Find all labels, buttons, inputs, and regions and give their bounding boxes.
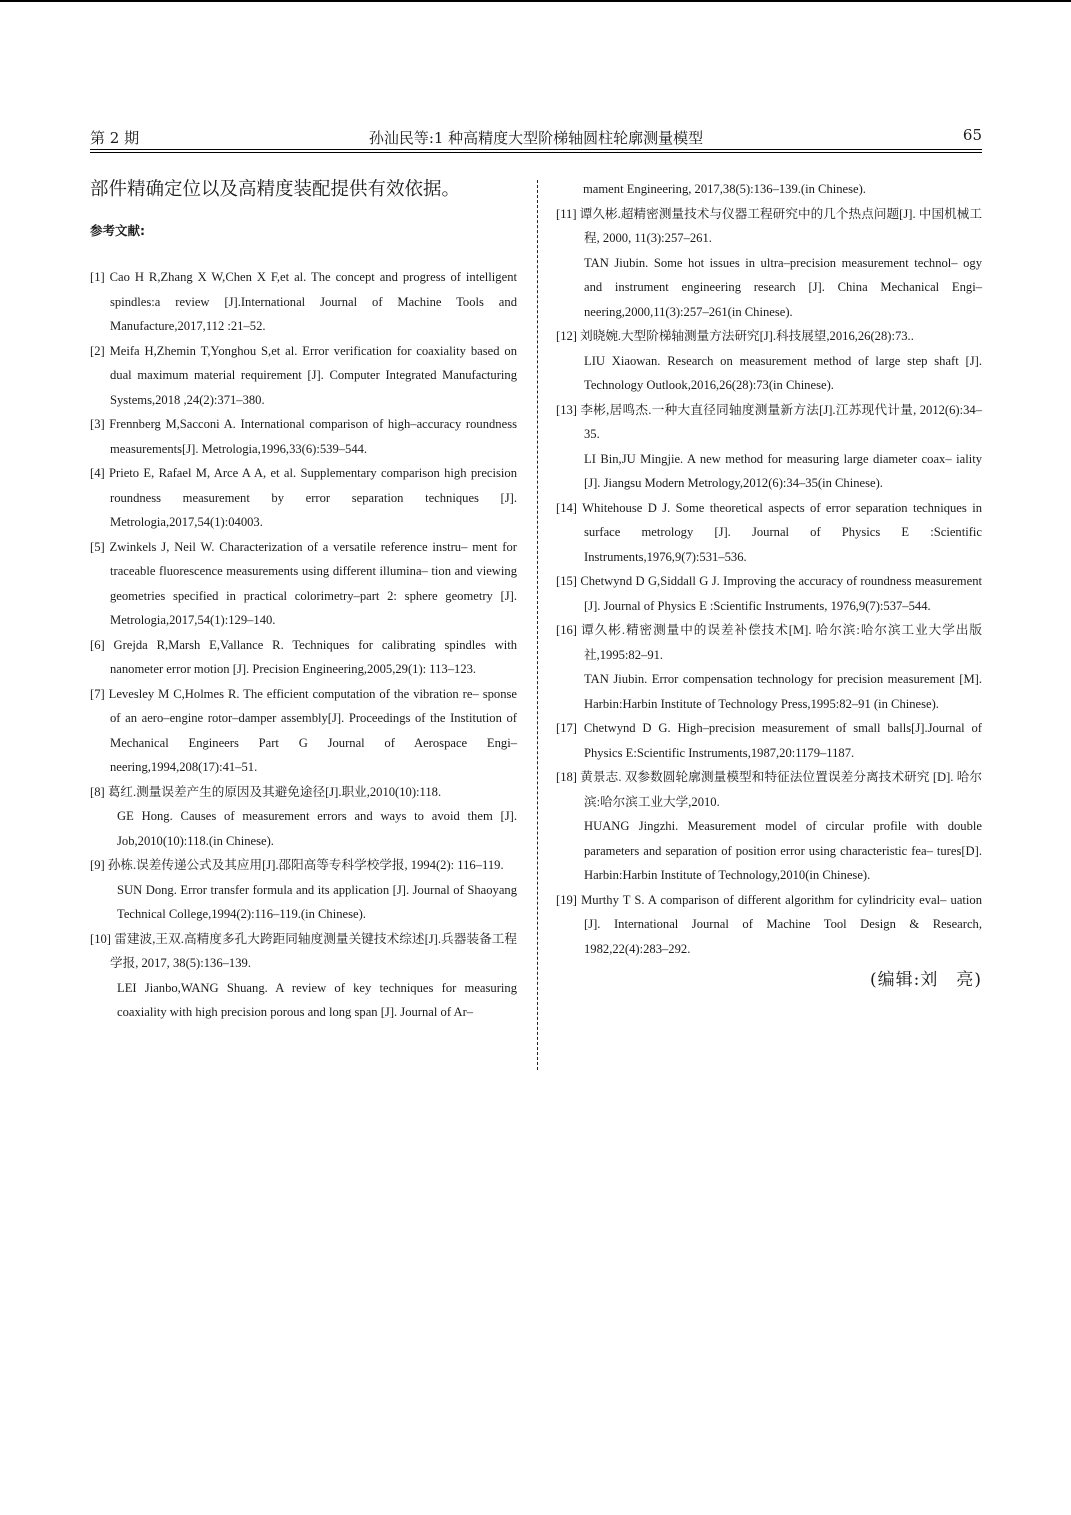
reference-entry: [1] Cao H R,Zhang X W,Chen X F,et al. The concept and progress of intelligent spindles:a review [J].International Journal of Machine Tools and Manufacture,2017,112 :21–52. (90, 270, 517, 333)
reference-entry: [14] Whitehouse D J. Some theoretical aspects of error separation techniques in surface metrology [J]. Journal of Physics E :Scientific Instruments,1976,9(7):531–536. (556, 500, 982, 564)
reference-translation: LI Bin,JU Mingjie. A new method for measuring large diameter coax– iality [J]. Jiangsu Modern Metrology,2012(6):34–35(in Chinese). (584, 451, 982, 490)
left-column (90, 177, 517, 1025)
reference-entry: [11] 谭久彬.超精密测量技术与仪器工程研究中的几个热点问题[J]. 中国机械工程, 2000, 11(3):257–261. (556, 206, 982, 245)
reference-translation: HUANG Jingzhi. Measurement model of circular profile with double parameters and separation of position error using characteristic fea– tures[D]. Harbin:Harbin Institute of Technology,2010(in Chinese). (584, 819, 982, 882)
reference-continuation: mament Engineering, 2017,38(5):136–139.(in Chinese). (583, 182, 866, 196)
reference-entry: [16] 谭久彬.精密测量中的误差补偿技术[M]. 哈尔滨:哈尔滨工业大学出版社,1995:82–91. (556, 623, 982, 662)
reference-entry: [18] 黄景志. 双参数圆轮廓测量模型和特征法位置误差分离技术研究 [D]. 哈尔滨:哈尔滨工业大学,2010. (556, 770, 982, 809)
reference-entry: [9] 孙栋.误差传递公式及其应用[J].邵阳高等专科学校学报, 1994(2): 116–119. (90, 858, 504, 872)
reference-entry: [3] Frennberg M,Sacconi A. International comparison of high–accuracy roundness measurements[J]. Metrologia,1996,33(6):539–544. (90, 417, 517, 456)
reference-entry: [4] Prieto E, Rafael M, Arce A A, et al. Supplementary comparison high precision roundness measurement by error separation techniques [J]. Metrologia,2017,54(1):04003. (90, 466, 517, 529)
issue-number: 第 2 期 (90, 129, 140, 147)
reference-entry: [8] 葛红.测量误差产生的原因及其避免途径[J].职业,2010(10):118. (90, 784, 442, 799)
right-column (556, 177, 982, 990)
reference-list-left (90, 265, 517, 1025)
reference-entry: [5] Zwinkels J, Neil W. Characterization of a versatile reference instru– ment for traceable fluorescence measurements using different illumina– tion and viewing geometries specified in practical colorimetry–part 2: sphere geometry [J]. Metrologia,2017,54(1):129–140. (90, 539, 517, 627)
reference-entry: [7] Levesley M C,Holmes R. The efficient computation of the vibration re– sponse of an aero–engine rotor–damper assembly[J]. Proceedings of the Institution of Mechanical Engineers Part G Journal of Aerospace Engi– neering,1994,208(17):41–51. (90, 686, 517, 774)
header-rule (90, 149, 982, 150)
column-divider (537, 180, 538, 1070)
page-number: 65 (962, 126, 982, 144)
reference-translation: GE Hong. Causes of measurement errors and ways to avoid them [J]. Job,2010(10):118.(in Chinese). (117, 809, 517, 848)
references-heading: 参考文献: (90, 223, 145, 238)
reference-entry: [15] Chetwynd D G,Siddall G J. Improving the accuracy of roundness measurement [J]. Journal of Physics E :Scientific Instruments, 1976,9(7):537–544. (556, 574, 982, 613)
reference-entry: [19] Murthy T S. A comparison of different algorithm for cylindricity eval– uation [J]. International Journal of Machine Tool Design & Research, 1982,22(4):283–292. (556, 892, 982, 956)
reference-entry: [6] Grejda R,Marsh E,Vallance R. Techniques for calibrating spindles with nanometer error motion [J]. Precision Engineering,2005,29(1): 113–123. (90, 637, 517, 676)
reference-translation: LEI Jianbo,WANG Shuang. A review of key techniques for measuring coaxiality with high precision porous and long span [J]. Journal of Ar– (117, 980, 517, 1019)
top-border (0, 0, 1071, 2)
closing-sentence: 部件精确定位以及高精度装配提供有效依据。 (90, 179, 461, 200)
reference-entry: [10] 雷建波,王双.高精度多孔大跨距同轴度测量关键技术综述[J].兵器装备工程学报, 2017, 38(5):136–139. (90, 931, 517, 970)
reference-entry: [17] Chetwynd D G. High–precision measurement of small balls[J].Journal of Physics E:Scientific Instruments,1987,20:1179–1187. (556, 721, 982, 760)
reference-translation: TAN Jiubin. Some hot issues in ultra–precision measurement technol– ogy and instrument engineering research [J]. China Mechanical Engi– neering,2000,11(3):257–261(in Chinese). (584, 255, 982, 319)
header-rule-double (90, 152, 982, 153)
reference-translation: LIU Xiaowan. Research on measurement method of large step shaft [J]. Technology Outlook,2016,26(28):73(in Chinese). (584, 353, 982, 392)
editor-credit: (编辑:刘 亮) (870, 970, 982, 990)
reference-entry: [2] Meifa H,Zhemin T,Yonghou S,et al. Error verification for coaxiality based on dual maximum material requirement [J]. Computer Integrated Manufacturing Systems,2018 ,24(2):371–380. (90, 343, 517, 407)
reference-translation: SUN Dong. Error transfer formula and its application [J]. Journal of Shaoyang Technical College,1994(2):116–119.(in Chinese). (117, 882, 517, 921)
reference-entry: [12] 刘晓婉.大型阶梯轴测量方法研究[J].科技展望,2016,26(28):73.. (556, 329, 914, 343)
reference-translation: TAN Jiubin. Error compensation technology for precision measurement [M]. Harbin:Harbin Institute of Technology Press,1995:82–91 (in Chinese). (584, 672, 982, 711)
reference-list-right (556, 177, 982, 961)
running-header (90, 124, 982, 154)
reference-entry: [13] 李彬,居鸣杰.一种大直径同轴度测量新方法[J].江苏现代计量, 2012(6):34–35. (556, 402, 982, 441)
running-title: 孙汕民等:1 种高精度大型阶梯轴圆柱轮廓测量模型 (368, 129, 704, 147)
